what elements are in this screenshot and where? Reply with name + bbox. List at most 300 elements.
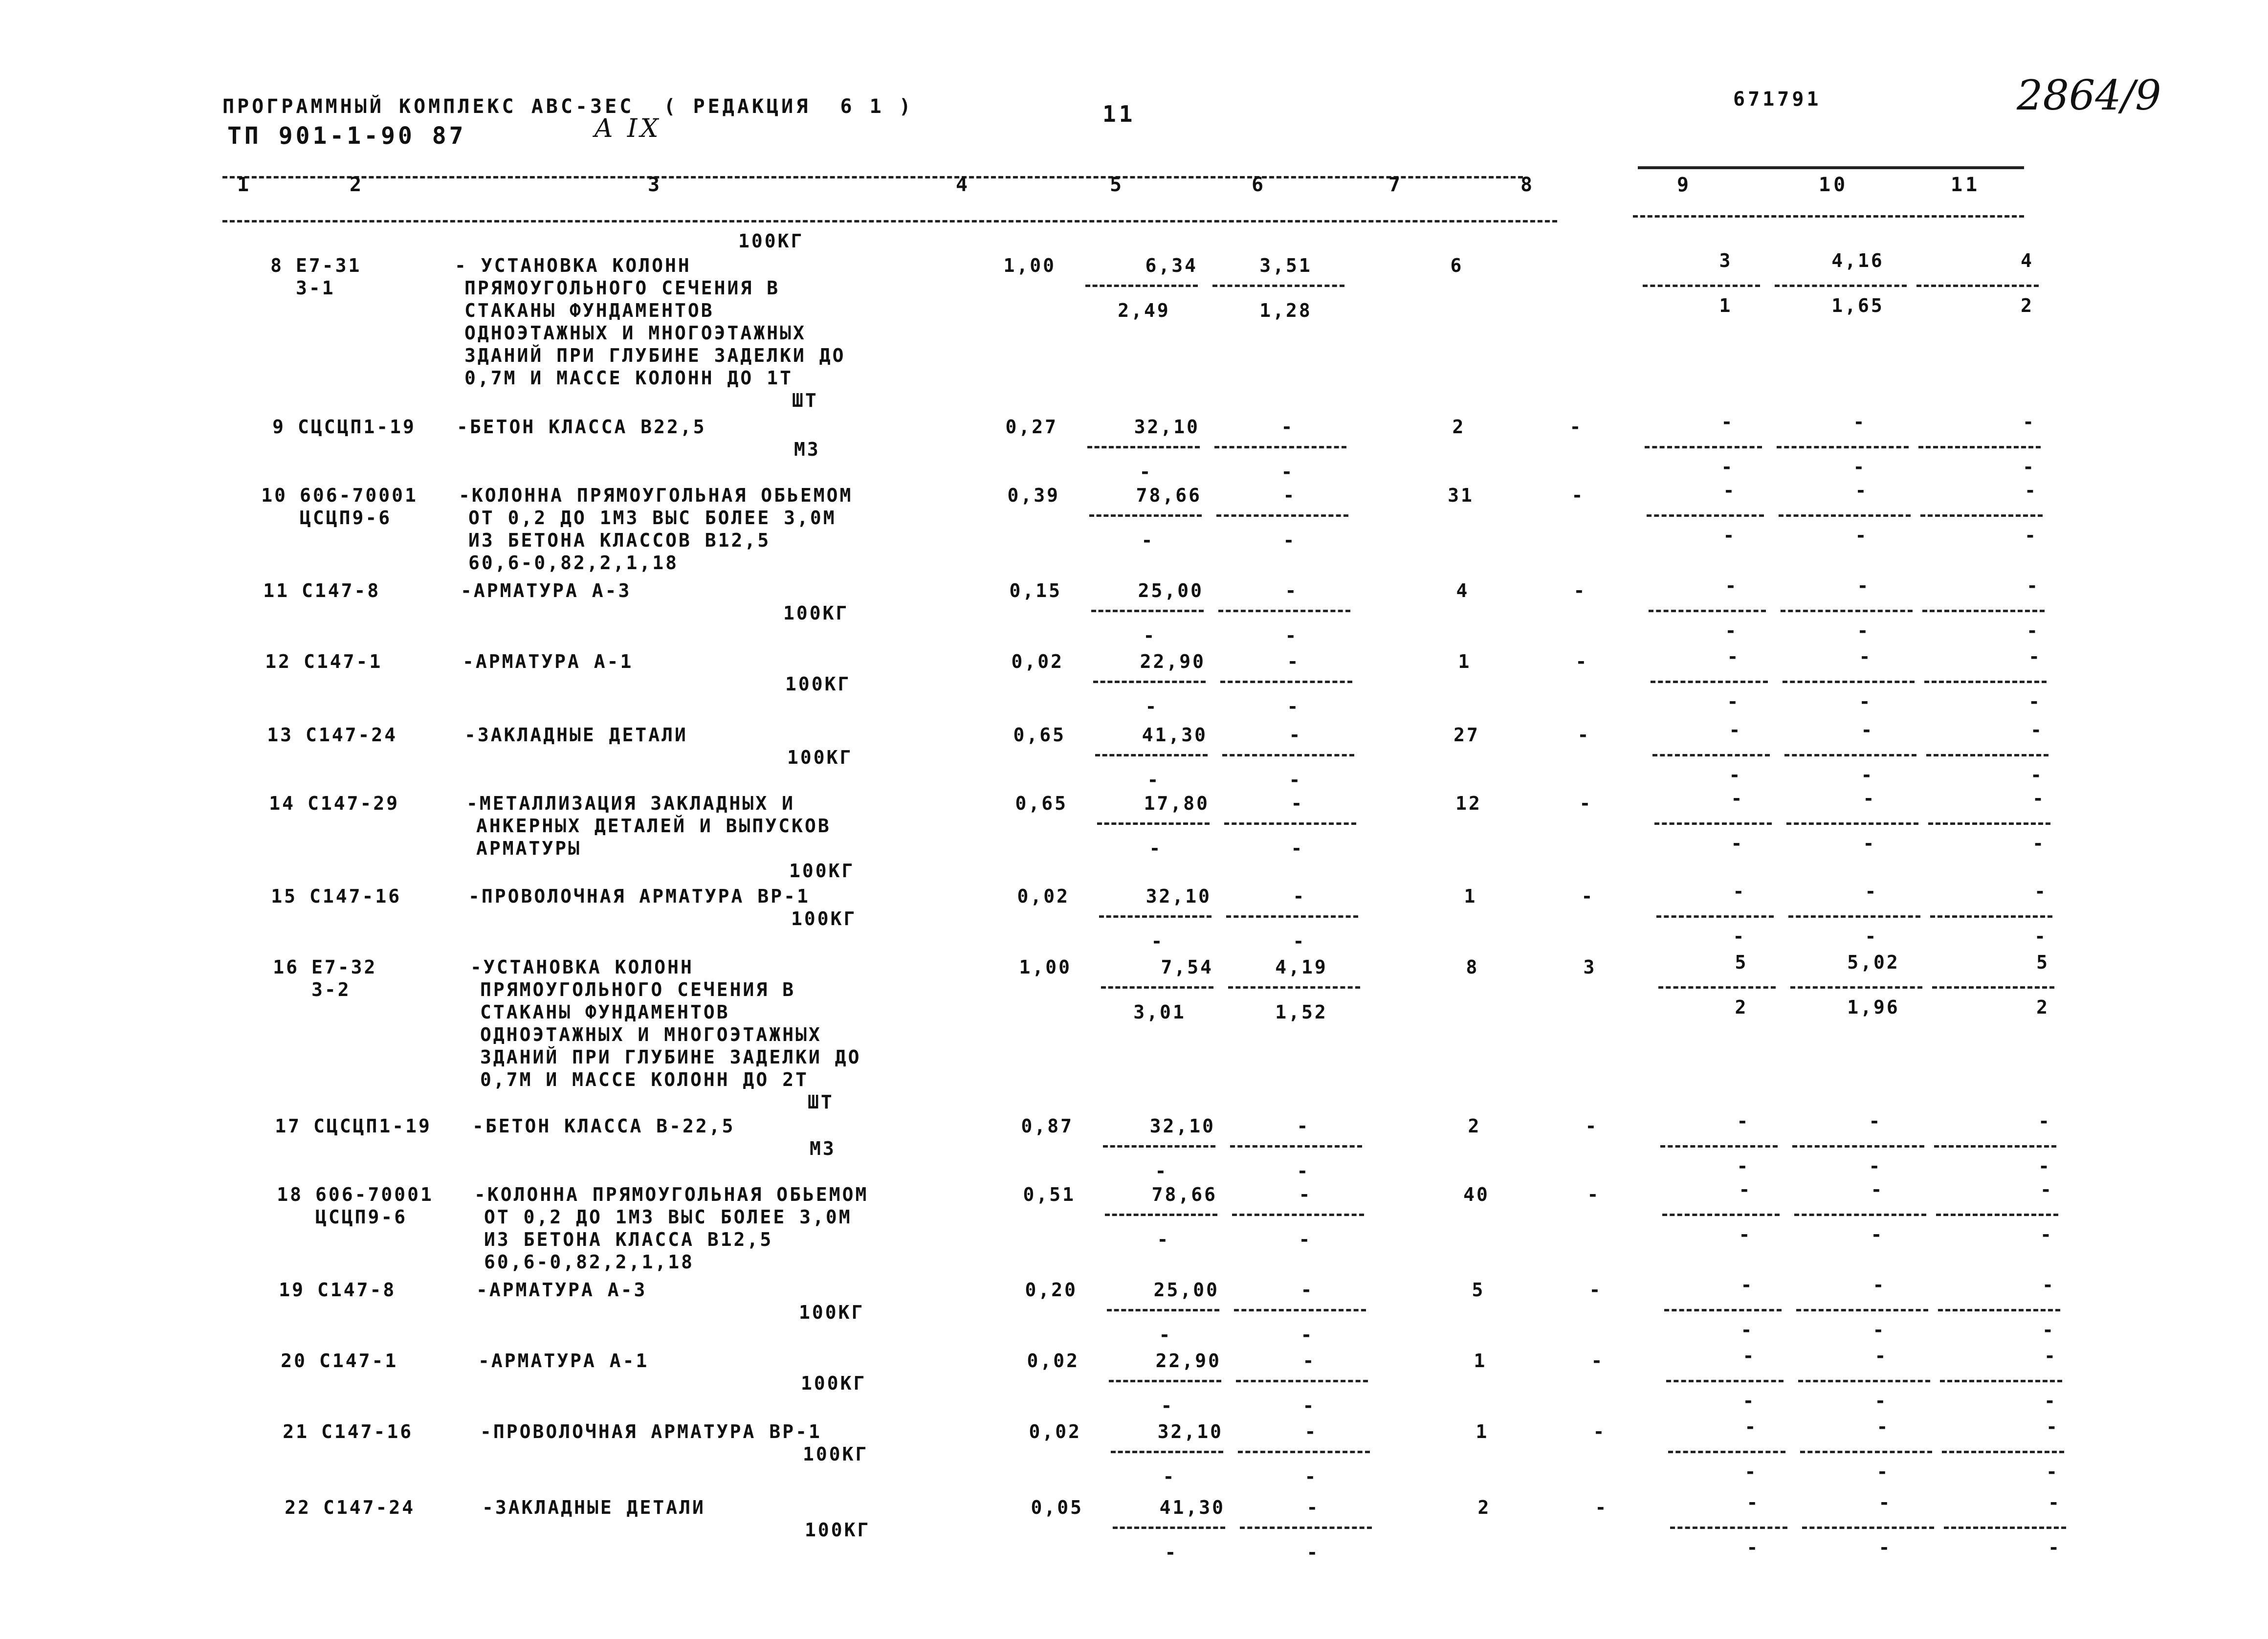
value-separator	[1930, 915, 2052, 918]
description-line: -ПРОВОЛОЧНАЯ АРМАТУРА ВР-1	[480, 1421, 822, 1442]
rate-code: 606-70001	[315, 1184, 434, 1205]
column-header-5: 5	[1110, 174, 1125, 196]
value-separator	[1920, 514, 2043, 517]
col6-machines: -	[1293, 886, 1306, 907]
col11-value: -	[2040, 1179, 2053, 1200]
description-line: ПРЯМОУГОЛЬНОГО СЕЧЕНИЯ В	[464, 277, 780, 299]
quantity: 0,65	[1013, 724, 1066, 746]
col5-total: 25,00	[1138, 580, 1204, 601]
col11-sub: -	[2048, 1537, 2061, 1558]
col9-value: -	[1737, 1110, 1750, 1132]
col8-value: -	[1575, 651, 1589, 672]
description-line: 0,7М И МАССЕ КОЛОНН ДО 2Т	[480, 1069, 809, 1090]
col11-sub: -	[2042, 1319, 2055, 1341]
col5-wages: -	[1147, 769, 1161, 791]
description-line: - УСТАНОВКА КОЛОНН	[455, 255, 691, 276]
column-header-8: 8	[1520, 174, 1536, 196]
col6-machines: -	[1300, 1279, 1314, 1301]
rate-code: С147-24	[323, 1497, 416, 1518]
col10-sub: -	[1853, 456, 1867, 478]
col10-value: -	[1857, 575, 1871, 597]
col10-sub: -	[1874, 1390, 1888, 1412]
col6-machines: 3,51	[1259, 255, 1312, 276]
col6-machines: -	[1302, 1350, 1316, 1372]
col6-machines: -	[1306, 1497, 1320, 1518]
header-top-rule	[222, 176, 1523, 178]
value-separator	[1916, 285, 2039, 287]
value-separator	[1236, 1380, 1368, 1382]
col5-wages: 3,01	[1133, 1001, 1186, 1023]
row-number: 17	[275, 1115, 301, 1137]
value-separator	[1228, 986, 1360, 989]
value-separator	[1111, 1451, 1223, 1453]
value-separator	[1670, 1527, 1787, 1529]
col10-sub: -	[1871, 1224, 1884, 1245]
col5-total: 22,90	[1155, 1350, 1221, 1372]
col9-sub: -	[1723, 525, 1737, 546]
value-separator	[1934, 1145, 2056, 1148]
value-separator	[1932, 986, 2054, 989]
value-separator	[1783, 681, 1915, 683]
column-header-10: 10	[1819, 174, 1849, 196]
col7-value: 27	[1453, 724, 1480, 746]
rate-code: 606-70001	[300, 485, 418, 506]
unit-label: М3	[794, 439, 820, 460]
col10-value: 5,02	[1847, 952, 1900, 973]
col8-value: -	[1571, 485, 1585, 506]
unit-label: 100КГ	[805, 1519, 871, 1541]
col9-sub: -	[1729, 764, 1742, 786]
description-line: -БЕТОН КЛАССА В22,5	[457, 416, 706, 438]
value-separator	[1230, 1145, 1362, 1148]
col5-wages: -	[1145, 696, 1159, 717]
col6-machines: -	[1287, 651, 1300, 672]
col11-sub: -	[2028, 691, 2042, 712]
description-line: СТАКАНЫ ФУНДАМЕНТОВ	[480, 1001, 730, 1023]
col11-value: -	[2030, 719, 2044, 741]
col11-sub: -	[2025, 525, 2038, 546]
description-line: АРМАТУРЫ	[476, 838, 582, 859]
col7-value: 40	[1463, 1184, 1490, 1205]
col9-value: -	[1733, 881, 1746, 902]
col5-total: 25,00	[1153, 1279, 1219, 1301]
quantity: 0,02	[1029, 1421, 1081, 1442]
col7-value: 4	[1456, 580, 1470, 601]
col11-sub: -	[2044, 1390, 2057, 1412]
quantity: 0,39	[1007, 485, 1060, 506]
header-bottom-rule-right	[1633, 215, 2024, 218]
rate-code: С147-24	[306, 724, 398, 746]
row-number: 15	[271, 886, 297, 907]
description-line: -УСТАНОВКА КОЛОНН	[470, 956, 694, 978]
col9-sub: -	[1740, 1319, 1754, 1341]
description-line: ЗДАНИЙ ПРИ ГЛУБИНЕ ЗАДЕЛКИ ДО	[480, 1046, 861, 1068]
col7-value: 5	[1472, 1279, 1485, 1301]
col11-value: -	[2042, 1274, 2055, 1296]
col6-wages: -	[1291, 838, 1304, 859]
col9-value: 3	[1719, 250, 1733, 271]
col5-total: 32,10	[1145, 886, 1211, 907]
col5-wages: -	[1143, 625, 1157, 646]
rate-code-sub: 3-1	[296, 277, 335, 299]
value-separator	[1643, 285, 1760, 287]
description-line: ОДНОЭТАЖНЫХ И МНОГОЭТАЖНЫХ	[464, 322, 806, 344]
unit-label: 100КГ	[791, 908, 857, 930]
col6-wages: -	[1287, 696, 1300, 717]
col6-wages: -	[1297, 1160, 1310, 1182]
col5-total: 78,66	[1136, 485, 1202, 506]
description-line: АНКЕРНЫХ ДЕТАЛЕЙ И ВЫПУСКОВ	[476, 815, 831, 837]
value-separator	[1216, 514, 1348, 517]
col10-sub: -	[1872, 1319, 1886, 1341]
row-number: 16	[273, 956, 299, 978]
description-line: ОТ 0,2 ДО 1М3 ВЫС БОЛЕЕ 3,0М	[468, 507, 837, 529]
value-separator	[1775, 285, 1907, 287]
unit-label: ШТ	[792, 390, 818, 411]
value-separator	[1224, 822, 1356, 825]
col10-value: -	[1872, 1274, 1886, 1296]
value-separator	[1928, 822, 2050, 825]
description-line: СТАКАНЫ ФУНДАМЕНТОВ	[464, 300, 714, 321]
value-separator	[1113, 1527, 1225, 1529]
row-number: 8	[270, 255, 284, 276]
col11-value: -	[2026, 575, 2040, 597]
col9-value: 5	[1735, 952, 1748, 973]
rate-code: С147-1	[319, 1350, 398, 1372]
col11-sub: 2	[2021, 295, 2034, 316]
col8-value: -	[1579, 793, 1593, 814]
col9-value: -	[1740, 1274, 1754, 1296]
col10-sub: -	[1861, 764, 1874, 786]
description-line: -АРМАТУРА А-1	[478, 1350, 649, 1372]
row-number: 10	[261, 485, 287, 506]
col11-sub: -	[2040, 1224, 2053, 1245]
description-line: -АРМАТУРА А-3	[461, 580, 632, 601]
quantity: 0,05	[1031, 1497, 1083, 1518]
description-line: ОТ 0,2 ДО 1М3 ВЫС БОЛЕЕ 3,0М	[484, 1206, 852, 1228]
value-separator	[1649, 610, 1766, 612]
col5-wages: -	[1157, 1229, 1170, 1250]
value-separator	[1212, 285, 1344, 287]
col6-machines: -	[1291, 793, 1304, 814]
value-separator	[1786, 822, 1918, 825]
col5-total: 78,66	[1151, 1184, 1217, 1205]
header-top-rule-right	[1638, 166, 2024, 169]
description-line: -МЕТАЛЛИЗАЦИЯ ЗАКЛАДНЫХ И	[466, 793, 795, 814]
value-separator	[1918, 446, 2041, 448]
col10-value: -	[1876, 1416, 1890, 1438]
value-separator	[1777, 446, 1909, 448]
unit-label: 100КГ	[783, 602, 849, 624]
col9-sub: 2	[1735, 997, 1748, 1018]
col6-machines: 4,19	[1275, 956, 1328, 978]
col9-value: -	[1746, 1492, 1760, 1513]
col9-sub: -	[1737, 1155, 1750, 1177]
col7-value: 2	[1468, 1115, 1481, 1137]
col9-value: -	[1721, 411, 1735, 433]
col6-wages: -	[1304, 1466, 1318, 1487]
rate-code: С147-16	[309, 886, 402, 907]
value-separator	[1651, 681, 1768, 683]
value-separator	[1101, 986, 1213, 989]
col11-sub: -	[2038, 1155, 2051, 1177]
quantity: 0,02	[1027, 1350, 1079, 1372]
description-line: ОДНОЭТАЖНЫХ И МНОГОЭТАЖНЫХ	[480, 1024, 822, 1045]
col10-sub: -	[1857, 620, 1871, 642]
description-line: 60,6-0,82,2,1,18	[468, 552, 679, 574]
value-separator	[1802, 1527, 1934, 1529]
col5-total: 32,10	[1149, 1115, 1215, 1137]
quantity: 0,87	[1021, 1115, 1074, 1137]
value-separator	[1645, 446, 1762, 448]
col11-sub: -	[2030, 764, 2044, 786]
col11-value: -	[2025, 480, 2038, 501]
col10-sub: -	[1878, 1537, 1892, 1558]
row-number: 20	[281, 1350, 307, 1372]
description-line: -АРМАТУРА А-1	[462, 651, 634, 672]
col11-value: -	[2034, 881, 2048, 902]
value-separator	[1232, 1214, 1364, 1216]
col8-value: 3	[1583, 956, 1597, 978]
rate-code: С147-8	[302, 580, 381, 601]
col7-value: 1	[1458, 651, 1472, 672]
value-separator	[1800, 1451, 1932, 1453]
value-separator	[1788, 915, 1920, 918]
col6-wages: -	[1299, 1229, 1312, 1250]
col6-wages: -	[1300, 1324, 1314, 1346]
description-line: ИЗ БЕТОНА КЛАССА В12,5	[484, 1229, 773, 1250]
rate-code: СЦСЦП1-19	[313, 1115, 432, 1137]
col8-value: -	[1595, 1497, 1608, 1518]
col5-total: 41,30	[1142, 724, 1208, 746]
col6-machines: -	[1304, 1421, 1318, 1442]
col9-sub: -	[1746, 1537, 1760, 1558]
value-separator	[1089, 514, 1202, 517]
unit-label: ШТ	[808, 1091, 834, 1113]
col11-value: -	[2048, 1492, 2061, 1513]
col11-sub: 2	[2036, 997, 2049, 1018]
col7-value: 2	[1452, 416, 1466, 438]
value-separator	[1109, 1380, 1221, 1382]
col9-sub: -	[1721, 456, 1735, 478]
row-number: 9	[272, 416, 286, 438]
value-separator	[1790, 986, 1922, 989]
value-separator	[1666, 1380, 1784, 1382]
description-line: -БЕТОН КЛАССА В-22,5	[472, 1115, 735, 1137]
rate-code-sub: 3-2	[311, 979, 351, 1000]
col5-wages: 2,49	[1118, 300, 1170, 321]
col5-wages: -	[1149, 838, 1163, 859]
value-separator	[1238, 1451, 1370, 1453]
value-separator	[1103, 1145, 1215, 1148]
col10-value: -	[1878, 1492, 1892, 1513]
quantity: 1,00	[1019, 956, 1072, 978]
col11-value: -	[2023, 411, 2036, 433]
col10-value: -	[1859, 646, 1872, 667]
value-separator	[1792, 1145, 1924, 1148]
column-header-2: 2	[350, 174, 365, 196]
rate-code: СЦСЦП1-19	[298, 416, 416, 438]
col9-value: -	[1739, 1179, 1752, 1200]
value-separator	[1664, 1309, 1782, 1311]
unit-label: 100КГ	[801, 1373, 867, 1394]
col11-sub: -	[2046, 1461, 2059, 1483]
quantity: 0,15	[1009, 580, 1062, 601]
value-separator	[1093, 681, 1206, 683]
col6-wages: -	[1289, 769, 1302, 791]
col10-sub: -	[1869, 1155, 1882, 1177]
value-separator	[1105, 1214, 1217, 1216]
col8-value: -	[1569, 416, 1583, 438]
value-separator	[1234, 1309, 1366, 1311]
value-separator	[1107, 1309, 1219, 1311]
col11-value: -	[2032, 788, 2046, 809]
col5-total: 22,90	[1140, 651, 1206, 672]
col5-total: 41,30	[1159, 1497, 1225, 1518]
col7-value: 1	[1475, 1421, 1489, 1442]
col8-value: -	[1591, 1350, 1605, 1372]
col9-value: -	[1727, 646, 1740, 667]
col5-total: 6,34	[1145, 255, 1198, 276]
col11-value: -	[2044, 1345, 2057, 1367]
col7-value: 31	[1448, 485, 1474, 506]
value-separator	[1095, 754, 1208, 756]
doc-number: 671791	[1733, 88, 1822, 111]
description-line: ЗДАНИЙ ПРИ ГЛУБИНЕ ЗАДЕЛКИ ДО	[464, 345, 846, 366]
col6-wages: -	[1285, 625, 1299, 646]
value-separator	[1942, 1451, 2064, 1453]
value-separator	[1922, 610, 2045, 612]
col6-machines: -	[1283, 485, 1297, 506]
col8-value: -	[1589, 1279, 1603, 1301]
value-separator	[1222, 754, 1354, 756]
program-title: ПРОГРАММНЫЙ КОМПЛЕКС АВС-3ЕС ( РЕДАКЦИЯ 6 1 )	[222, 95, 914, 118]
col7-value: 1	[1464, 886, 1477, 907]
col5-wages: -	[1165, 1542, 1178, 1563]
col9-sub: -	[1731, 833, 1744, 854]
value-separator	[1656, 915, 1774, 918]
value-separator	[1652, 754, 1770, 756]
value-separator	[1658, 986, 1776, 989]
value-separator	[1779, 514, 1911, 517]
unit-label: М3	[810, 1138, 836, 1159]
col10-sub: -	[1876, 1461, 1890, 1483]
value-separator	[1938, 1309, 2060, 1311]
col9-sub: -	[1744, 1461, 1758, 1483]
col10-value: -	[1874, 1345, 1888, 1367]
col6-machines: -	[1299, 1184, 1312, 1205]
col5-wages: -	[1141, 530, 1155, 551]
row-number: 14	[269, 793, 295, 814]
description-line: 60,6-0,82,2,1,18	[484, 1251, 695, 1273]
col5-wages: -	[1161, 1395, 1174, 1417]
col9-sub: -	[1733, 926, 1746, 947]
value-separator	[1944, 1527, 2066, 1529]
col7-value: 12	[1455, 793, 1482, 814]
col8-value: -	[1587, 1184, 1601, 1205]
quantity: 0,02	[1011, 651, 1064, 672]
col11-value: -	[2028, 646, 2042, 667]
col7-value: 1	[1474, 1350, 1487, 1372]
column-header-9: 9	[1677, 174, 1692, 196]
value-separator	[1668, 1451, 1785, 1453]
value-separator	[1784, 754, 1916, 756]
row-number: 19	[279, 1279, 305, 1301]
quantity: 0,27	[1005, 416, 1058, 438]
col11-sub: -	[2032, 833, 2046, 854]
value-separator	[1214, 446, 1346, 448]
col5-total: 17,80	[1144, 793, 1210, 814]
quantity: 0,65	[1015, 793, 1068, 814]
row-number: 21	[283, 1421, 309, 1442]
col10-sub: -	[1863, 833, 1876, 854]
rate-code: Е7-32	[311, 956, 377, 978]
value-separator	[1654, 822, 1772, 825]
value-separator	[1087, 446, 1200, 448]
col10-sub: -	[1859, 691, 1872, 712]
sheet-mark: 2864/9	[2017, 71, 2161, 119]
col10-value: -	[1861, 719, 1874, 741]
col6-wages: -	[1306, 1542, 1320, 1563]
col9-sub: -	[1739, 1224, 1752, 1245]
col9-value: -	[1729, 719, 1742, 741]
row-number: 18	[277, 1184, 303, 1205]
row-number: 11	[263, 580, 289, 601]
col9-sub: -	[1727, 691, 1740, 712]
col8-value: -	[1593, 1421, 1607, 1442]
col10-value: -	[1853, 411, 1867, 433]
col6-wages: -	[1293, 930, 1306, 952]
col5-wages: -	[1163, 1466, 1176, 1487]
description-line: -ЗАКЛАДНЫЕ ДЕТАЛИ	[482, 1497, 705, 1518]
col6-machines: -	[1281, 416, 1295, 438]
col8-value: -	[1581, 886, 1595, 907]
quantity: 0,02	[1017, 886, 1070, 907]
col10-value: -	[1871, 1179, 1884, 1200]
col6-wages: -	[1302, 1395, 1316, 1417]
col5-wages: -	[1139, 461, 1153, 483]
description-line: -АРМАТУРА А-3	[476, 1279, 647, 1301]
col5-total: 7,54	[1161, 956, 1213, 978]
quantity: 0,51	[1023, 1184, 1076, 1205]
rate-code: С147-1	[304, 651, 383, 672]
description-line: -КОЛОННА ПРЯМОУГОЛЬНАЯ ОБЬЕМОМ	[459, 485, 853, 506]
rate-code-sub: ЦСЦП9-6	[315, 1206, 408, 1228]
value-separator	[1091, 610, 1204, 612]
value-separator	[1660, 1145, 1778, 1148]
header-bottom-rule	[222, 220, 1557, 222]
col10-value: -	[1869, 1110, 1882, 1132]
col7-value: 6	[1450, 255, 1464, 276]
col9-sub: 1	[1719, 295, 1733, 316]
rate-code: С147-29	[308, 793, 400, 814]
col10-sub: 1,96	[1847, 997, 1900, 1018]
col5-total: 32,10	[1157, 1421, 1223, 1442]
col5-wages: -	[1159, 1324, 1172, 1346]
column-header-7: 7	[1388, 174, 1404, 196]
col6-wages: 1,52	[1275, 1001, 1328, 1023]
row-number: 13	[267, 724, 293, 746]
value-separator	[1099, 915, 1211, 918]
col11-sub: -	[2034, 926, 2048, 947]
col6-wages: -	[1281, 461, 1295, 483]
col10-sub: -	[1865, 926, 1878, 947]
col5-wages: -	[1151, 930, 1165, 952]
col9-value: -	[1742, 1345, 1756, 1367]
col10-value: -	[1863, 788, 1876, 809]
col5-total: 32,10	[1134, 416, 1200, 438]
column-header-6: 6	[1252, 174, 1267, 196]
